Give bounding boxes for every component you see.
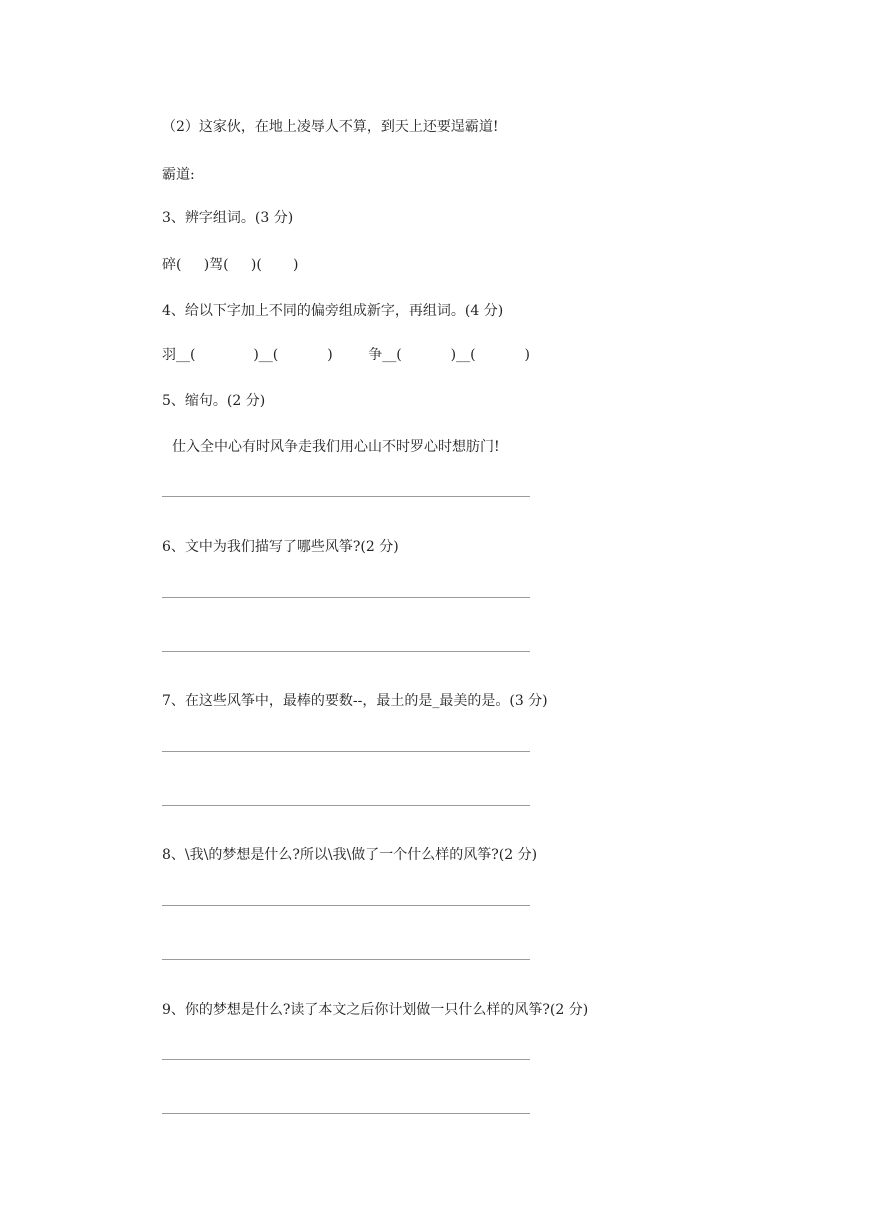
question-3-title: 3、辨字组词。(3 分) — [162, 210, 294, 226]
answer-line[interactable] — [162, 905, 530, 906]
answer-line[interactable] — [162, 751, 530, 752]
question-5-sentence: 仕入全中心有时风争走我们用心山不时罗心时想肪门! — [172, 439, 500, 455]
answer-line[interactable] — [162, 1059, 530, 1060]
question-4-blanks: 羽__( )__( ) 争__( )__( ) — [162, 347, 531, 363]
answer-line[interactable] — [162, 959, 530, 960]
answer-line[interactable] — [162, 496, 530, 497]
question-9-title: 9、你的梦想是什么?读了本文之后你计划做一只什么样的风筝?(2 分) — [162, 1002, 589, 1018]
question-5-title: 5、缩句。(2 分) — [162, 393, 266, 409]
question-7-title: 7、在这些风筝中，最棒的要数--，最土的是_最美的是。(3 分) — [162, 693, 548, 709]
answer-line[interactable] — [162, 1113, 530, 1114]
q2-word-label: 霸道: — [162, 167, 195, 183]
question-8-title: 8、\我\的梦想是什么?所以\我\做了一个什么样的风筝?(2 分) — [162, 847, 538, 863]
question-4-title: 4、给以下字加上不同的偏旁组成新字，再组词。(4 分) — [162, 303, 504, 319]
question-6-title: 6、文中为我们描写了哪些风筝?(2 分) — [162, 539, 399, 555]
question-3-blanks: 碎( )驾( )( ) — [162, 257, 299, 273]
answer-line[interactable] — [162, 597, 530, 598]
q2-sentence: （2）这家伙，在地上凌辱人不算，到天上还要逞霸道! — [162, 119, 499, 135]
answer-line[interactable] — [162, 651, 530, 652]
answer-line[interactable] — [162, 805, 530, 806]
